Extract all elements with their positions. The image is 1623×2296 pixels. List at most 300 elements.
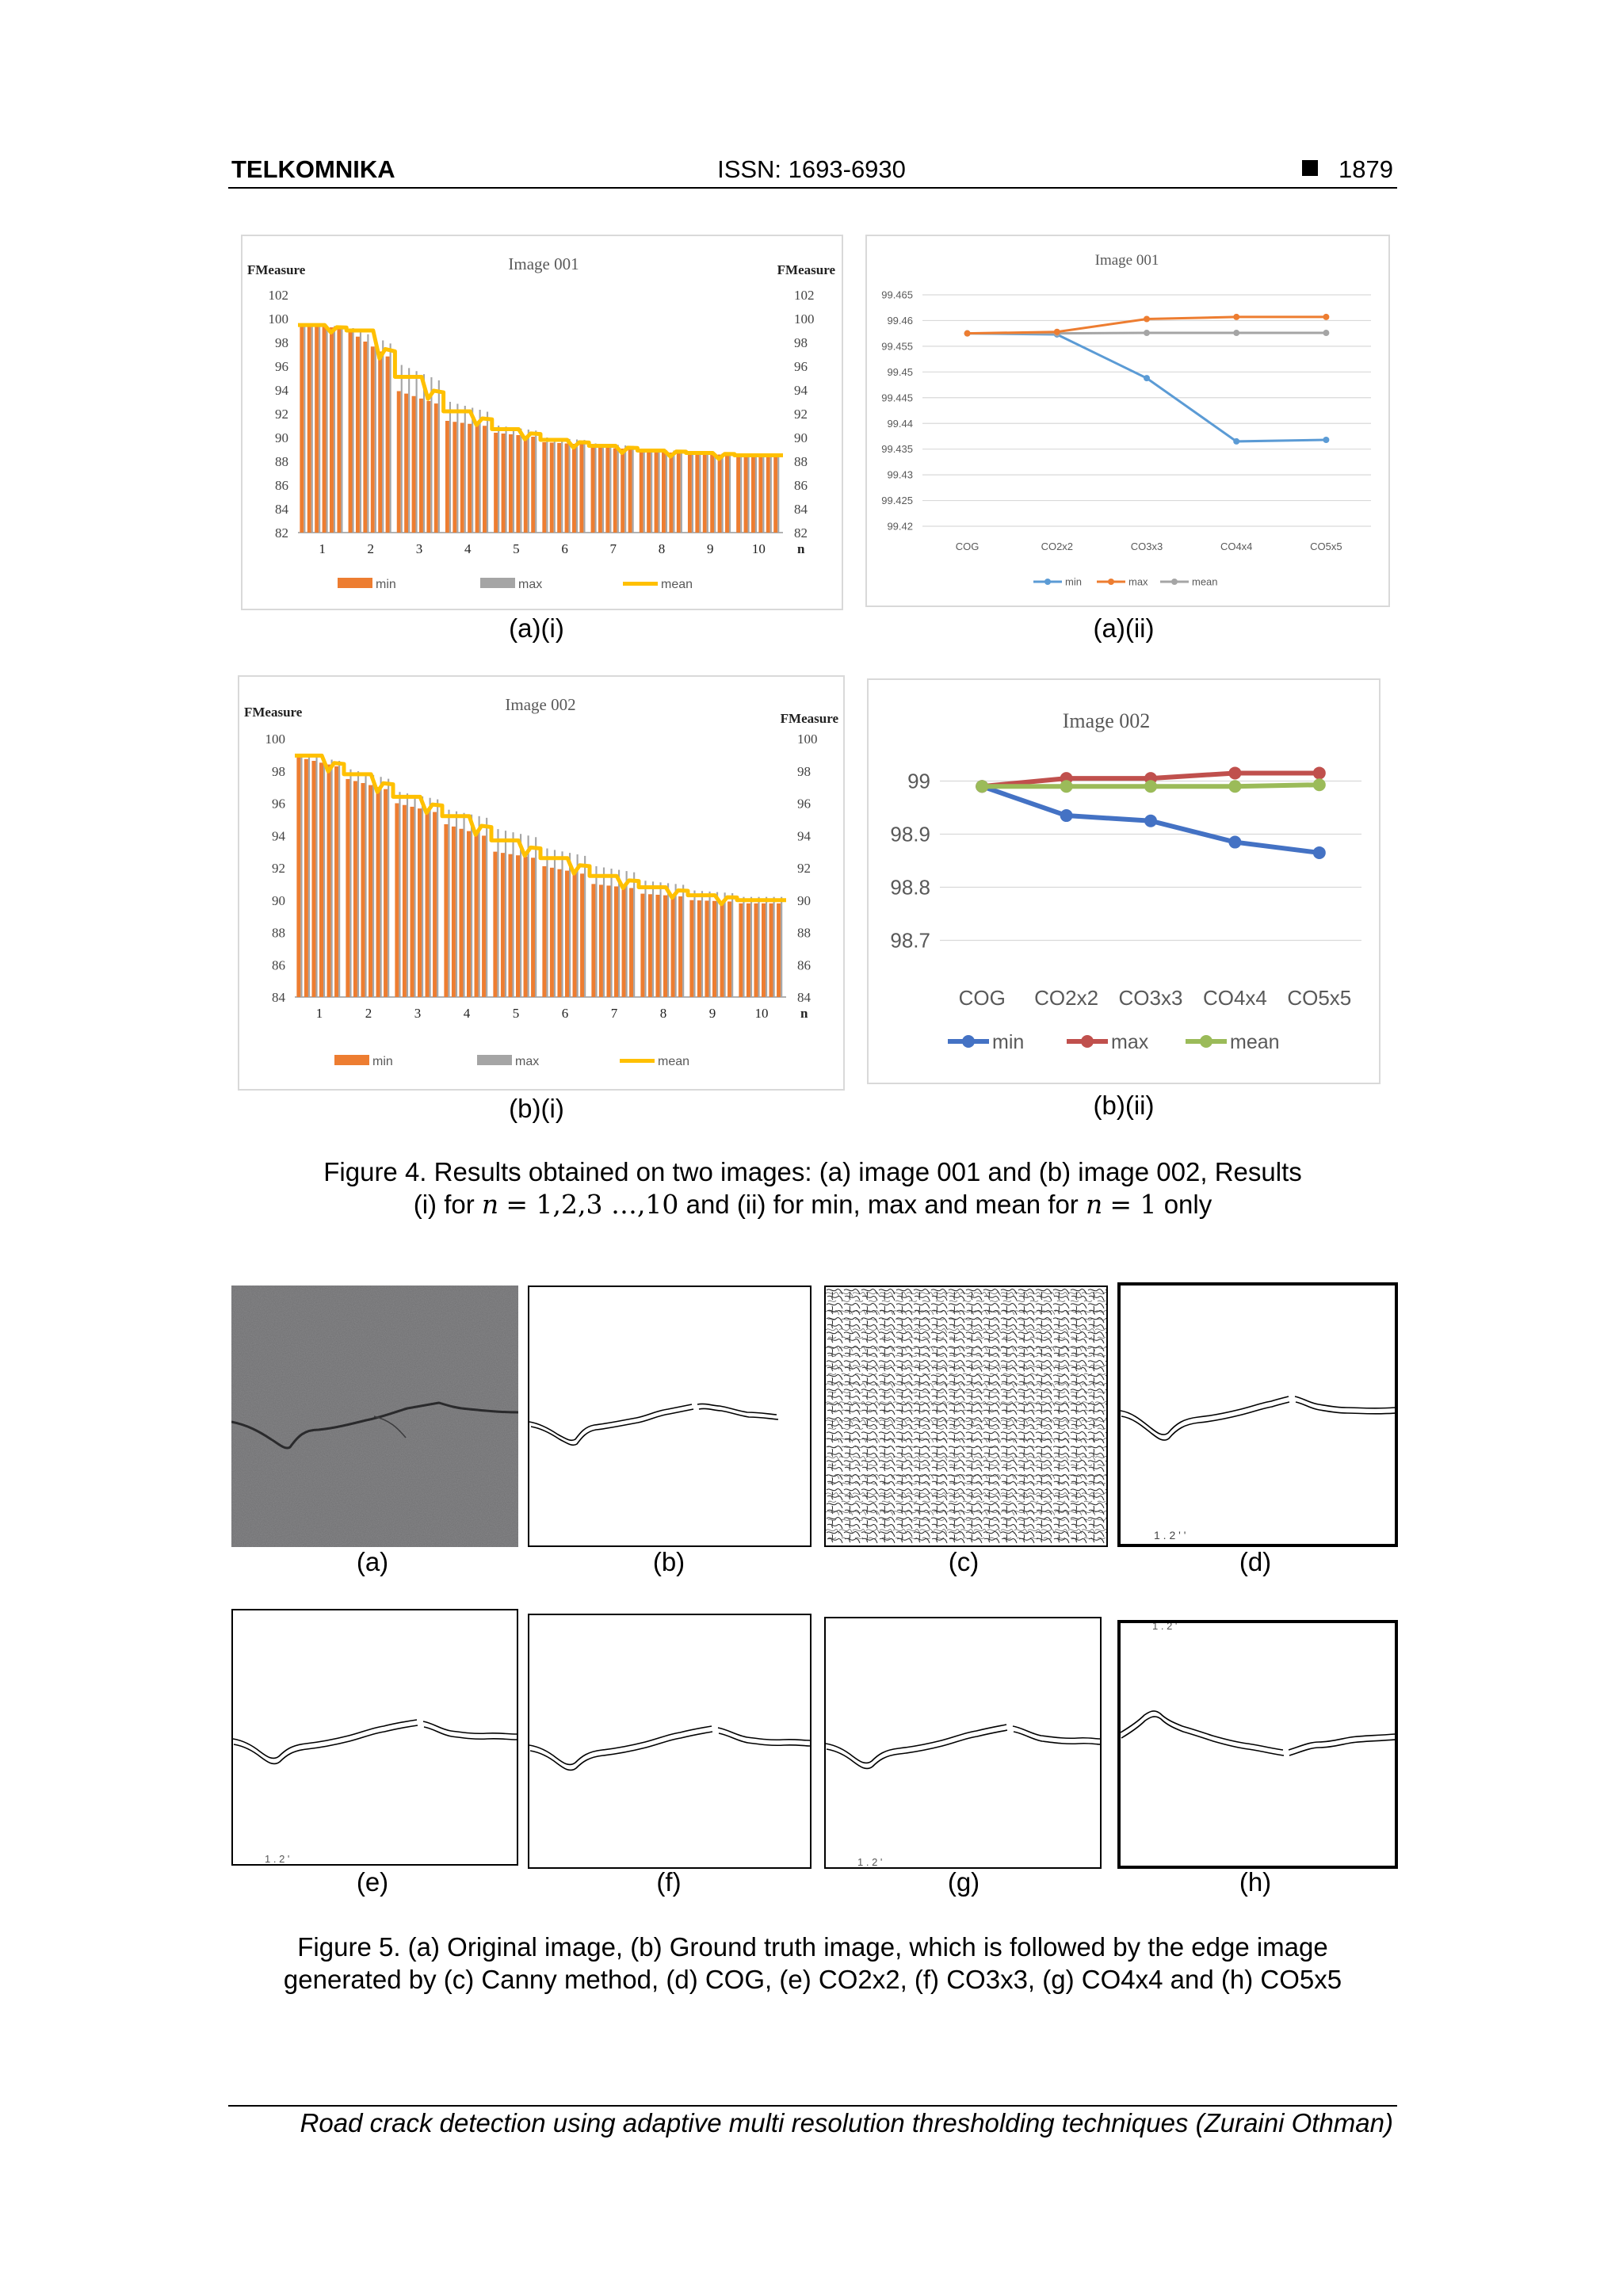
y-axis-label-right: FMeasure: [777, 262, 835, 277]
x-tick-label: 5: [513, 541, 520, 556]
math-values: = 1,2,3 …,10: [506, 1189, 679, 1220]
legend-label-min: min: [992, 1030, 1025, 1053]
max-bar: [416, 371, 418, 533]
data-point-min: [1228, 836, 1241, 849]
legend-marker-max: [1108, 579, 1114, 585]
y-tick-label-right: 100: [797, 732, 818, 747]
max-bar: [740, 454, 742, 533]
y-tick-label-left: 88: [272, 925, 285, 941]
max-bar: [594, 444, 596, 533]
co2x2-edges: [233, 1610, 517, 1864]
panel-label-b-i: (b)(i): [509, 1094, 564, 1123]
chart-panel-b-i: [238, 675, 845, 1091]
chart-title: Image 001: [1094, 252, 1159, 269]
max-bar: [422, 797, 423, 997]
legend-label-mean: mean: [1230, 1030, 1280, 1053]
y-tick-label: 99.455: [881, 340, 913, 353]
max-bar: [375, 338, 376, 533]
x-tick-label: 8: [658, 541, 666, 556]
y-tick-label-right: 100: [794, 311, 815, 327]
y-tick-label: 99: [907, 769, 930, 793]
min-bar: [369, 785, 372, 997]
y-tick-label: 99.42: [887, 520, 913, 533]
fig5-cog-image: [1117, 1282, 1398, 1547]
min-bar: [606, 885, 610, 997]
max-bar: [311, 325, 313, 533]
min-bar: [296, 757, 300, 997]
x-tick-label: CO5x5: [1287, 986, 1352, 1010]
legend-label-min: min: [376, 578, 396, 591]
max-bar: [731, 893, 733, 997]
max-bar: [327, 326, 328, 533]
fig5-ground-truth-image: [528, 1286, 812, 1547]
fig5-label-f: (f): [656, 1867, 682, 1897]
data-point-mean: [1144, 780, 1157, 793]
max-bar: [692, 453, 693, 533]
max-bar: [617, 445, 619, 533]
min-bar: [777, 904, 781, 997]
y-tick-label-left: 100: [268, 311, 288, 327]
max-bar: [528, 430, 529, 533]
chart-title: Image 002: [505, 695, 576, 714]
data-point-mean: [1060, 780, 1073, 793]
max-bar: [682, 884, 684, 997]
min-bar: [403, 805, 407, 997]
min-bar: [323, 327, 327, 533]
max-bar: [569, 439, 571, 533]
x-tick-label: COG: [955, 541, 980, 552]
x-tick-label: CO2x2: [1041, 541, 1074, 552]
y-axis-label-left: FMeasure: [247, 262, 306, 277]
max-bar: [707, 453, 708, 533]
max-bar: [666, 450, 667, 533]
min-bar: [412, 396, 416, 533]
max-bar: [372, 775, 374, 997]
y-axis-label-right: FMeasure: [780, 711, 838, 726]
page-number: 1879: [1338, 155, 1393, 183]
max-bar: [506, 426, 507, 533]
legend-swatch-max: [480, 578, 515, 588]
max-bar: [576, 440, 578, 533]
chart-a-ii: [867, 236, 1388, 606]
min-bar: [434, 403, 438, 533]
min-bar: [311, 761, 315, 997]
max-bar: [367, 334, 369, 533]
y-tick-label: 98.7: [890, 928, 930, 953]
panel-label-a-i: (a)(i): [509, 613, 564, 643]
max-bar: [498, 426, 499, 533]
min-bar: [410, 807, 414, 997]
min-bar: [475, 425, 479, 533]
y-tick-label-left: 90: [272, 892, 285, 908]
max-bar: [554, 850, 556, 997]
chart-title: Image 002: [1062, 709, 1151, 732]
min-bar: [444, 824, 448, 997]
svg-text:1 . 2 ' ': 1 . 2 ' ': [1154, 1529, 1186, 1541]
max-bar: [479, 816, 480, 997]
min-bar: [304, 759, 308, 997]
max-bar: [724, 892, 726, 997]
max-bar: [535, 837, 537, 997]
max-bar: [554, 438, 556, 533]
max-bar: [486, 818, 487, 997]
data-point-max: [1323, 314, 1329, 320]
journal-name: TELKOMNIKA: [231, 155, 395, 183]
figure5-caption-line1: Figure 5. (a) Original image, (b) Ground truth image, which is followed by the edge image: [297, 1932, 1328, 1962]
max-bar: [561, 438, 563, 533]
min-bar: [475, 834, 479, 997]
max-bar: [626, 871, 628, 997]
data-point-min: [1060, 809, 1073, 822]
min-bar: [426, 810, 430, 997]
legend-marker-min: [1044, 579, 1051, 585]
max-bar: [681, 451, 682, 533]
min-bar: [516, 435, 520, 533]
min-bar: [710, 454, 714, 533]
chart-title: Image 001: [508, 254, 579, 273]
y-tick-label-left: 96: [272, 796, 285, 812]
y-tick-label: 99.435: [881, 443, 913, 456]
min-bar: [703, 454, 707, 533]
data-point-mean: [1144, 330, 1150, 336]
min-bar: [712, 901, 716, 997]
data-point-mean: [1313, 778, 1326, 791]
min-bar: [426, 401, 430, 533]
figure4-caption-line2: [228, 1188, 1397, 1221]
min-bar: [508, 854, 512, 997]
max-bar: [577, 854, 579, 997]
max-bar: [430, 798, 431, 997]
min-bar: [531, 858, 535, 997]
footer-title: Road crack detection using adaptive multi resolution thresholding techniques (Zuraini Othman): [300, 2108, 1393, 2137]
y-tick-label-right: 82: [794, 525, 808, 541]
max-bar: [651, 449, 652, 533]
data-point-max: [1228, 766, 1241, 779]
min-bar: [378, 352, 382, 533]
min-bar: [531, 437, 535, 533]
min-bar: [483, 426, 487, 533]
legend-marker-max: [1081, 1035, 1094, 1048]
max-bar: [781, 897, 782, 997]
panel-label-b-ii: (b)(ii): [1093, 1091, 1155, 1120]
min-bar: [337, 328, 341, 533]
y-tick-label: 98.8: [890, 875, 930, 900]
min-bar: [509, 434, 513, 533]
max-bar: [569, 853, 571, 997]
math-var-n: n: [481, 1189, 499, 1220]
min-bar: [330, 327, 334, 533]
square-bullet-icon: [1302, 160, 1318, 176]
min-bar: [697, 900, 701, 997]
y-tick-label: 99.465: [881, 288, 913, 301]
caption-text: and (ii) for min, max and mean for: [678, 1190, 1086, 1219]
y-tick-label-right: 86: [797, 957, 811, 973]
max-bar: [716, 892, 718, 997]
max-bar: [632, 446, 634, 533]
min-bar: [307, 326, 311, 533]
x-tick-label: 7: [610, 1006, 618, 1021]
max-bar: [319, 326, 320, 533]
max-bar: [388, 779, 389, 997]
max-bar: [762, 454, 764, 533]
y-tick-label-left: 82: [275, 525, 288, 541]
x-tick-label: 6: [561, 1006, 569, 1021]
max-bar: [300, 755, 302, 997]
min-bar: [613, 449, 617, 533]
max-bar: [349, 770, 351, 997]
cog-edges: [1121, 1286, 1395, 1544]
max-bar: [382, 341, 384, 533]
y-tick-label-right: 94: [797, 828, 811, 844]
min-bar: [655, 895, 659, 997]
min-bar: [493, 852, 497, 997]
min-bar: [353, 781, 357, 997]
x-axis-label: n: [797, 541, 805, 556]
max-bar: [390, 343, 391, 533]
min-bar: [628, 449, 632, 533]
max-bar: [430, 377, 432, 533]
min-bar: [371, 346, 375, 533]
min-bar: [629, 888, 633, 997]
figure4-caption-line1: Figure 4. Results obtained on two images: (a) image 001 and (b) image 002, Results: [323, 1157, 1302, 1186]
min-bar: [468, 424, 472, 533]
x-tick-label: CO4x4: [1220, 541, 1253, 552]
min-bar: [669, 453, 673, 533]
min-bar: [524, 857, 528, 997]
y-tick-label-left: 100: [265, 732, 285, 747]
max-bar: [341, 327, 342, 533]
min-bar: [445, 421, 449, 533]
min-bar: [605, 448, 609, 533]
max-bar: [437, 800, 438, 997]
legend-label-max: max: [515, 1055, 540, 1068]
min-bar: [384, 789, 388, 997]
min-bar: [773, 456, 777, 533]
caption-text: only: [1156, 1190, 1212, 1219]
min-bar: [705, 900, 708, 997]
data-point-mean: [1233, 330, 1239, 336]
svg-text:1 . 2 ': 1 . 2 ': [857, 1856, 883, 1867]
y-tick-label-right: 84: [794, 502, 808, 517]
co3x3-edges: [529, 1615, 810, 1867]
y-tick-label-right: 96: [797, 796, 811, 812]
x-tick-label: 1: [319, 541, 326, 556]
y-tick-label-right: 96: [794, 359, 808, 374]
max-bar: [399, 792, 400, 997]
min-bar: [557, 443, 561, 533]
x-tick-label: 2: [367, 541, 375, 556]
min-bar: [482, 835, 486, 997]
y-tick-label: 99.44: [887, 417, 913, 430]
legend-marker-mean: [1171, 579, 1178, 585]
min-bar: [573, 872, 577, 997]
legend-swatch-min: [334, 1055, 369, 1065]
series-line-min: [968, 334, 1327, 441]
legend-label-max: max: [1128, 575, 1148, 588]
mean-line: [298, 325, 783, 459]
max-bar: [659, 450, 660, 533]
fig5-label-e: (e): [356, 1867, 389, 1897]
min-bar: [739, 904, 743, 997]
chart-panel-b-ii: [867, 678, 1381, 1084]
fig5-label-h: (h): [1239, 1867, 1272, 1897]
y-tick-label: 99.425: [881, 495, 913, 507]
y-tick-label-left: 88: [275, 454, 288, 469]
min-bar: [386, 357, 390, 533]
min-bar: [695, 454, 699, 533]
min-bar: [516, 855, 520, 997]
y-tick-label-left: 98: [275, 335, 288, 350]
min-bar: [419, 399, 423, 533]
max-bar: [365, 773, 366, 997]
legend-label-mean: mean: [1192, 575, 1218, 588]
min-bar: [689, 900, 693, 997]
min-bar: [361, 783, 365, 997]
y-tick-label: 99.43: [887, 468, 913, 481]
x-tick-label: 7: [609, 541, 617, 556]
max-bar: [438, 380, 440, 533]
max-bar: [693, 891, 695, 997]
max-bar: [308, 756, 310, 997]
data-point-min: [1144, 375, 1150, 381]
min-bar: [315, 327, 319, 533]
math-one: = 1: [1109, 1189, 1157, 1220]
ground-truth-edges: [529, 1287, 810, 1545]
max-bar: [729, 453, 731, 533]
y-axis-label-left: FMeasure: [244, 705, 303, 720]
x-tick-label: 8: [659, 1006, 667, 1021]
x-tick-label: CO2x2: [1034, 986, 1099, 1010]
x-tick-label: 4: [463, 1006, 471, 1021]
min-bar: [524, 436, 528, 533]
data-point-max: [1054, 329, 1060, 335]
max-bar: [357, 771, 359, 997]
max-bar: [633, 873, 635, 997]
legend-label-min: min: [1065, 575, 1082, 588]
fig5-co4x4-image: [824, 1617, 1102, 1869]
min-bar: [404, 394, 408, 533]
data-point-min: [1323, 437, 1329, 443]
svg-text:1 . 2 ': 1 . 2 ': [265, 1853, 290, 1864]
panel-label-a-ii: (a)(ii): [1093, 613, 1155, 643]
min-bar: [433, 812, 437, 997]
math-var-n: n: [1085, 1189, 1103, 1220]
max-bar: [748, 454, 750, 533]
min-bar: [648, 894, 652, 997]
fig5-co2x2-image: [231, 1609, 518, 1866]
data-point-mean: [976, 780, 988, 793]
max-bar: [609, 445, 611, 533]
min-bar: [453, 422, 456, 533]
max-bar: [624, 445, 626, 533]
max-bar: [512, 832, 514, 997]
x-tick-label: CO3x3: [1130, 541, 1163, 552]
min-bar: [720, 901, 724, 997]
max-bar: [667, 883, 669, 997]
chart-panel-a-ii: [865, 235, 1390, 607]
y-tick-label-left: 96: [275, 359, 288, 374]
y-tick-label-right: 94: [794, 383, 808, 398]
min-bar: [395, 804, 399, 998]
figure5-caption: [228, 1931, 1397, 1996]
x-tick-label: 9: [708, 1006, 716, 1021]
y-tick-label-left: 98: [272, 763, 285, 779]
max-bar: [595, 866, 597, 997]
max-bar: [755, 454, 757, 533]
y-tick-label-left: 102: [268, 288, 288, 303]
max-bar: [528, 835, 529, 997]
min-bar: [758, 456, 762, 533]
min-bar: [501, 853, 505, 997]
min-bar: [751, 456, 755, 533]
min-bar: [502, 434, 506, 533]
fig5-original-image: [231, 1286, 518, 1547]
co4x4-edges: [826, 1618, 1100, 1867]
min-bar: [580, 873, 584, 997]
max-bar: [758, 897, 759, 997]
y-tick-label-left: 84: [272, 990, 285, 1005]
data-point-min: [1313, 846, 1326, 859]
fig5-canny-image: [824, 1286, 1108, 1547]
min-bar: [579, 445, 583, 533]
max-bar: [618, 870, 620, 997]
min-bar: [346, 779, 349, 997]
x-tick-label: 3: [414, 1006, 422, 1021]
max-bar: [583, 440, 585, 533]
x-tick-label: COG: [958, 986, 1006, 1010]
min-bar: [766, 456, 770, 533]
min-bar: [460, 423, 464, 533]
max-bar: [408, 368, 410, 533]
min-bar: [334, 766, 338, 997]
max-bar: [323, 758, 325, 997]
y-tick-label-left: 84: [275, 502, 288, 517]
y-tick-label-left: 86: [272, 957, 285, 973]
min-bar: [459, 829, 463, 997]
x-tick-label: 2: [365, 1006, 372, 1021]
chart-panel-a-i: [241, 235, 843, 610]
legend-swatch-mean: [623, 582, 658, 586]
min-bar: [572, 444, 576, 533]
min-bar: [327, 765, 331, 997]
max-bar: [338, 761, 340, 997]
max-bar: [315, 757, 317, 997]
max-bar: [675, 884, 677, 997]
y-tick-label-left: 90: [275, 430, 288, 445]
caption-text: (i) for: [413, 1190, 482, 1219]
max-bar: [472, 408, 473, 533]
min-bar: [736, 456, 740, 533]
min-bar: [452, 827, 456, 997]
y-tick-label-left: 94: [272, 828, 285, 844]
max-bar: [331, 759, 333, 997]
min-bar: [640, 894, 644, 997]
min-bar: [762, 904, 766, 997]
max-bar: [773, 897, 775, 997]
x-tick-label: CO4x4: [1202, 986, 1267, 1010]
min-bar: [598, 448, 602, 533]
original-road-photo: [231, 1286, 518, 1547]
fig5-label-a: (a): [356, 1547, 389, 1576]
chart-b-ii: [869, 680, 1379, 1083]
max-bar: [464, 406, 466, 533]
data-point-max: [964, 330, 971, 337]
min-bar: [550, 868, 554, 997]
max-bar: [699, 453, 701, 533]
min-bar: [747, 904, 750, 997]
max-bar: [334, 326, 335, 533]
max-bar: [360, 331, 361, 533]
